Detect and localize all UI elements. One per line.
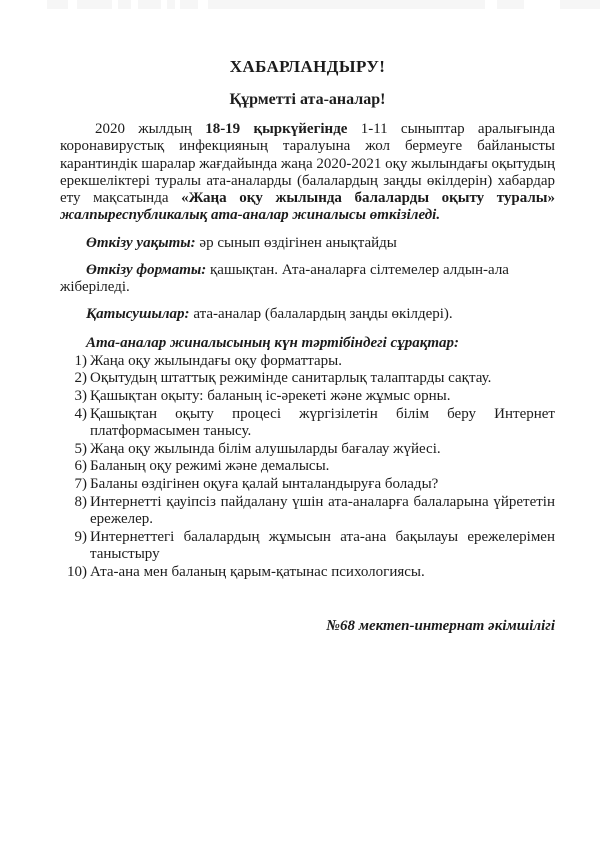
list-item [60, 476, 555, 494]
list-item [60, 353, 555, 371]
item-marker: 10) [67, 563, 87, 580]
agenda-list [60, 353, 555, 582]
detail-label: Өткізу форматы: [86, 261, 207, 278]
item-text: Оқытудың штаттық режимінде санитарлық талаптарды сақтау. [90, 370, 492, 387]
item-marker: 4) [74, 405, 87, 422]
item-marker: 2) [74, 370, 87, 387]
list-item [60, 370, 555, 388]
list-item [60, 406, 555, 441]
item-marker: 9) [74, 528, 87, 545]
item-marker: 1) [74, 352, 87, 369]
page-subtitle: Құрметті ата-аналар! [229, 91, 386, 108]
agenda-heading: Ата-аналар жиналысының күн тәртібіндегі сұрақтар: [86, 334, 459, 351]
intro-segment: 1-11 сыныптар аралығында коронавирустық инфекцияның таралуына жол бермеуге байланысты карантиндік шаралар жағдайында жаңа 2020-2021 оқу жылындағы оқытудың ерекшеліктері туралы ата-аналарды (балалардың заңды өкілдерін) хабардар ету мақсатында [60, 121, 555, 207]
detail-label: Өткізу уақыты: [86, 234, 196, 251]
item-text: Интернеттегі балалардың жұмысын ата-ана бақылауы ережелерімен таныстыру [90, 528, 555, 563]
intro-segment-emphasis: жалпыреспубликалық ата-аналар жиналысы өткізіледі. [60, 207, 441, 224]
scan-artifact-segment [167, 0, 175, 9]
intro-segment: 2020 жылдың [95, 121, 206, 137]
detail-text: әр сынып өздігінен анықтайды [195, 234, 397, 251]
item-text: Интернетті қауіпсіз пайдалану үшін ата-аналарға балаларына үйрететін ережелер. [90, 493, 555, 528]
list-item [60, 388, 555, 406]
detail-line-participants [60, 306, 555, 323]
scan-artifact-segment [138, 0, 161, 9]
list-item [60, 564, 555, 582]
detail-line-format [60, 262, 555, 296]
item-text: Ата-ана мен баланың қарым-қатынас психологиясы. [90, 563, 425, 580]
item-marker: 8) [74, 493, 87, 510]
scan-artifact-segment [208, 0, 485, 9]
scan-artifact-segment [497, 0, 524, 9]
page-title: ХАБАРЛАНДЫРУ! [229, 57, 386, 76]
list-item [60, 441, 555, 459]
item-marker: 7) [74, 475, 87, 492]
item-text: Баланың оқу режимі және демалысы. [90, 458, 330, 475]
detail-label: Қатысушылар: [86, 305, 190, 322]
intro-paragraph [60, 121, 555, 225]
scan-artifact [0, 0, 600, 10]
detail-text: қашықтан. Ата-аналарға сілтемелер алдын-ала жіберіледі. [60, 261, 509, 295]
scan-artifact-segment [47, 0, 68, 9]
item-marker: 6) [74, 458, 87, 475]
item-marker: 3) [74, 387, 87, 404]
item-marker: 5) [74, 440, 87, 457]
detail-text: ата-аналар (балалардың заңды өкілдері). [189, 305, 453, 322]
item-text: Жаңа оқу жылындағы оқу форматтары. [90, 352, 342, 369]
item-text: Баланы өздігінен оқуға қалай ынталандыруға болады? [90, 475, 439, 492]
detail-line-time [60, 235, 555, 252]
scan-artifact-segment [77, 0, 112, 9]
list-item [60, 529, 555, 564]
scan-artifact-segment [560, 0, 600, 9]
intro-segment-meeting-title: «Жаңа оқу жылында балаларды оқыту туралы» [181, 190, 555, 207]
scan-artifact-segment [180, 0, 198, 9]
item-text: Жаңа оқу жылында білім алушыларды бағалау жүйесі. [90, 440, 441, 457]
signature: №68 мектеп-интернат әкімшілігі [326, 617, 555, 634]
list-item [60, 458, 555, 476]
list-item [60, 494, 555, 529]
item-text: Қашықтан оқыту: баланың іс-әрекеті және жұмыс орны. [90, 387, 451, 404]
intro-segment-date: 18-19 қыркүйегінде [205, 121, 348, 137]
item-text: Қашықтан оқыту процесі жүргізілетін білім беру Интернет платформасымен танысу. [90, 405, 555, 440]
scan-artifact-segment [118, 0, 131, 9]
